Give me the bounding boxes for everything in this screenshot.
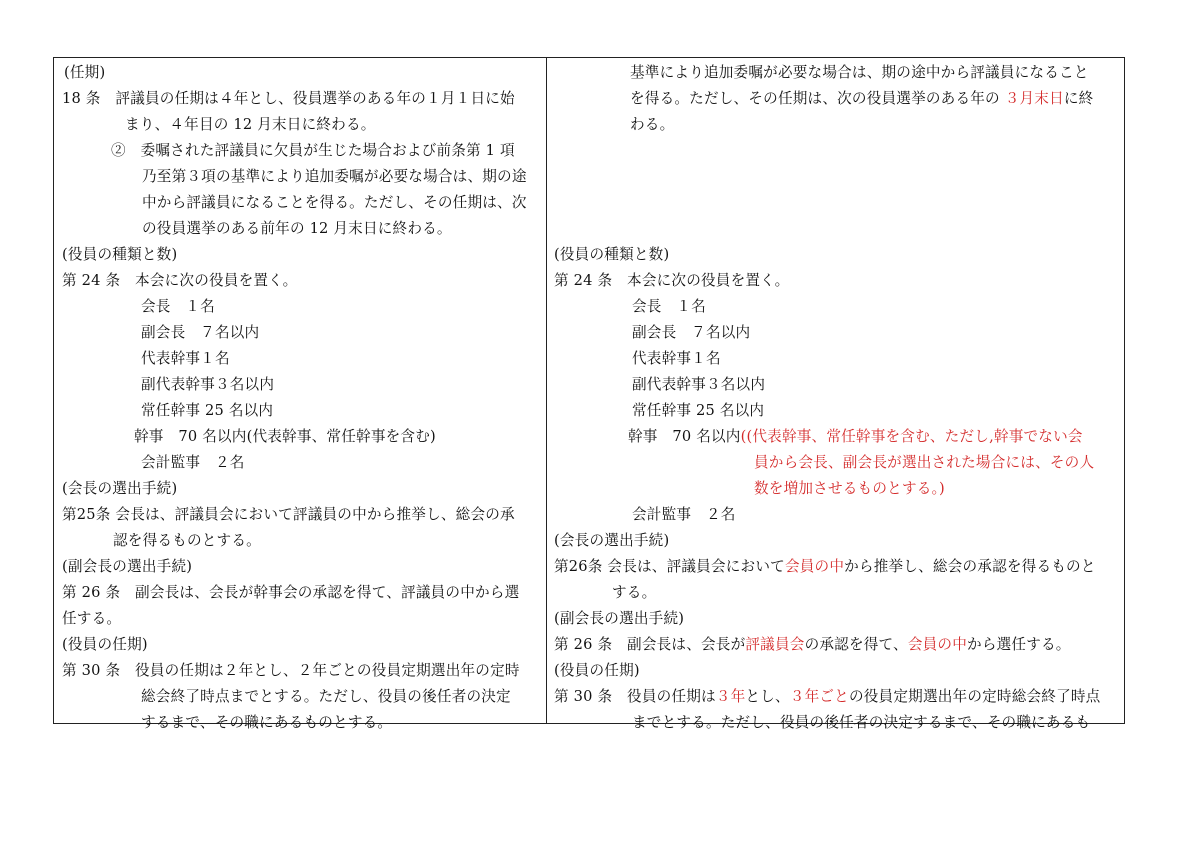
text-segment: 会長 １名 [632,298,706,315]
right-text-line [554,632,1071,658]
text-segment: の役員選挙のある前年の 12 月末日に終わる。 [142,220,452,237]
text-segment: 会長 １名 [141,298,215,315]
text-segment: 第 30 条 役員の任期は [554,688,716,705]
text-segment: 代表幹事１名 [632,350,721,367]
left-text-line [141,372,274,398]
right-text-line [632,294,706,320]
comparison-table [53,57,1125,731]
text-segment: 第 24 条 本会に次の役員を置く。 [62,272,298,289]
right-text-line [632,372,765,398]
text-segment: 幹事 70 名以内(代表幹事、常任幹事を含む) [134,428,436,445]
text-segment: 第 26 条 副会長は、会長が幹事会の承認を得て、評議員の中から選 [62,584,520,601]
revision-highlight: ３月末日 [1004,90,1064,107]
left-text-line [62,554,192,580]
text-segment: (役員の任期) [554,662,640,679]
revision-highlight: ３年ごと [789,688,849,705]
left-text-line [141,710,392,736]
text-segment: 副会長 ７名以内 [632,324,751,341]
right-text-line [630,60,1089,86]
text-segment: 第25条 会長は、評議員会において評議員の中から推挙し、総会の承 [62,506,515,523]
right-text-line [628,424,1083,450]
revision-highlight: ３年 [715,688,746,705]
right-text-line [632,502,736,528]
text-segment: (副会長の選出手続) [62,558,193,575]
text-segment: 常任幹事 25 名以内 [141,402,274,419]
text-segment: するまで、その職にあるものとする。 [141,714,393,731]
right-text-line [630,112,674,138]
right-text-line [630,86,1093,112]
left-text-line [142,190,527,216]
revised-text-column [547,58,1126,731]
left-text-line [62,580,519,606]
left-text-line [62,242,177,268]
current-text-column [54,58,546,731]
right-text-line [632,320,750,346]
text-segment: (会長の選出手続) [62,480,178,497]
right-text-line [554,554,1096,580]
text-segment: 会計監事 ２名 [632,506,736,523]
revision-highlight: 員から会長、副会長が選出された場合には、その人 [754,454,1095,471]
text-segment: の役員定期選出年の定時総会終了時点 [848,688,1101,705]
text-segment: 乃至第３項の基準により追加委嘱が必要な場合は、期の途 [142,168,527,185]
right-text-line [632,710,1090,736]
text-segment: の承認を得て、 [804,636,908,653]
right-text-line [632,346,721,372]
left-text-line [62,268,297,294]
text-segment: (役員の任期) [62,636,148,653]
left-text-line [62,86,515,112]
revision-highlight: 会員の中 [784,558,845,575]
text-segment: 基準により追加委嘱が必要な場合は、期の途中から評議員になること [630,64,1089,81]
text-segment: わる。 [630,116,675,133]
right-text-line [632,398,764,424]
left-text-line [64,60,105,86]
text-segment: 第26条 会長は、評議員会において [554,558,785,575]
revision-highlight: 評議員会 [745,636,805,653]
left-text-line [141,398,273,424]
text-segment: (副会長の選出手続) [554,610,685,627]
text-segment: (役員の種類と数) [62,246,178,263]
text-segment: に終 [1063,90,1094,107]
revision-highlight: 数を増加させるものとする。) [754,480,945,497]
right-text-line [554,528,669,554]
text-segment: 常任幹事 25 名以内 [632,402,765,419]
text-segment: 第 26 条 副会長は、会長が [554,636,746,653]
left-text-line [113,528,261,554]
right-text-line [554,658,640,684]
left-text-line [141,294,215,320]
left-text-line [141,684,511,710]
text-segment: 代表幹事１名 [141,350,230,367]
text-segment: から推挙し、総会の承認を得るものと [844,558,1096,575]
text-segment: (会長の選出手続) [554,532,670,549]
text-segment: (役員の種類と数) [554,246,670,263]
right-text-line [554,242,669,268]
text-segment: 会計監事 ２名 [141,454,245,471]
left-text-line [141,346,230,372]
left-text-line [62,502,515,528]
text-segment: を得る。ただし、その任期は、次の役員選挙のある年の [630,90,1005,107]
left-text-line [134,424,436,450]
left-text-line [62,632,148,658]
left-text-line [125,112,376,138]
text-segment: 中から評議員になることを得る。ただし、その任期は、次 [142,194,527,211]
text-segment: 18 条 評議員の任期は４年とし、役員選挙のある年の１月１日に始 [62,90,515,107]
text-segment: 任する。 [62,610,122,627]
left-text-line [111,138,515,164]
revision-highlight: 会員の中 [907,636,968,653]
right-text-line [612,580,656,606]
text-segment: 第 30 条 役員の任期は２年とし、２年ごとの役員定期選出年の定時 [62,662,520,679]
text-segment: 幹事 70 名以内 [628,428,741,445]
right-text-line [554,268,789,294]
text-segment: 副代表幹事３名以内 [632,376,766,393]
left-text-line [62,476,177,502]
text-segment: ② 委嘱された評議員に欠員が生じた場合および前条第 1 項 [111,142,515,159]
right-text-line [754,450,1094,476]
text-segment: まり、４年目の 12 月末日に終わる。 [125,116,376,133]
text-segment: とし、 [745,688,790,705]
right-text-line [554,684,1100,710]
text-segment: までとする。ただし、役員の後任者の決定するまで、その職にあるも [632,714,1091,731]
text-segment: 副会長 ７名以内 [141,324,260,341]
text-segment: 総会終了時点までとする。ただし、役員の後任者の決定 [141,688,511,705]
left-text-line [62,606,121,632]
text-segment: 認を得るものとする。 [113,532,261,549]
right-text-line [754,476,945,502]
left-text-line [62,658,520,684]
text-segment: から選任する。 [967,636,1071,653]
text-segment: 第 24 条 本会に次の役員を置く。 [554,272,790,289]
text-segment: 副代表幹事３名以内 [141,376,275,393]
left-text-line [141,450,245,476]
left-text-line [142,164,527,190]
left-text-line [141,320,259,346]
right-text-line [554,606,684,632]
text-segment: (任期) [64,64,106,81]
text-segment: する。 [612,584,657,601]
revision-highlight: ((代表幹事、常任幹事を含む、ただし,幹事でない会 [740,428,1083,445]
left-text-line [142,216,452,242]
